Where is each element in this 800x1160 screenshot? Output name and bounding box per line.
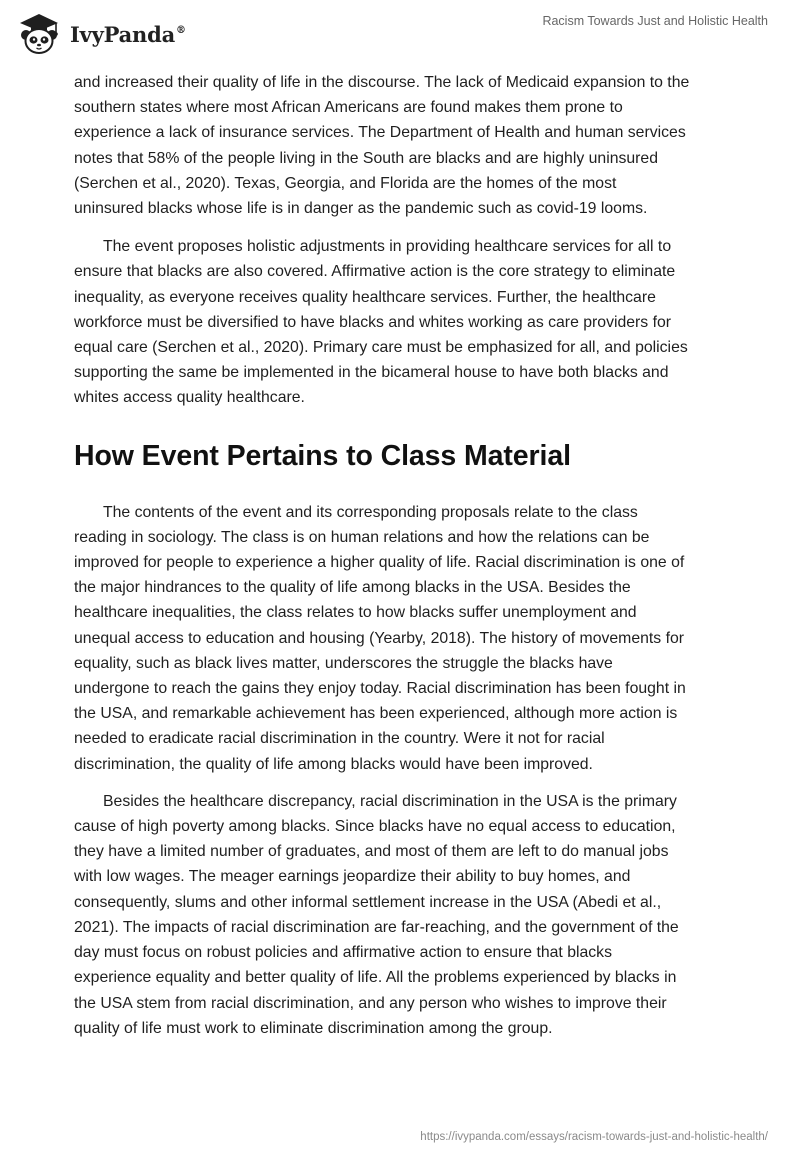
- text-line: 2021). The impacts of racial discrimination are far-reaching, and the government of the: [74, 918, 679, 936]
- essay-content: [74, 70, 734, 1041]
- panda-graduation-cap-icon: [14, 11, 64, 55]
- text-line: The event proposes holistic adjustments in providing healthcare services for all to: [103, 238, 672, 256]
- text-line: ensure that blacks are also covered. Affirmative action is the core strategy to eliminate: [74, 263, 676, 281]
- text-line: supporting the same be implemented in the bicameral house to have both blacks and: [74, 364, 669, 382]
- text-line: uninsured blacks whose life is in danger as the pandemic such as covid-19 looms.: [74, 200, 648, 218]
- text-line: the major hindrances to the quality of life among blacks in the USA. Besides the: [74, 579, 631, 597]
- text-line: improved for people to experience a higher quality of life. Racial discrimination is one of: [74, 554, 685, 572]
- text-line: whites access quality healthcare.: [74, 389, 305, 407]
- paragraph-1: [74, 70, 734, 221]
- text-line: experience equality and better quality of life. All the problems experienced by blacks in: [74, 969, 677, 987]
- text-line: undergone to reach the gains they enjoy today. Racial discrimination has been fought in: [74, 680, 686, 698]
- text-line: cause of high poverty among blacks. Since blacks have no equal access to education,: [74, 818, 676, 836]
- text-line: reading in sociology. The class is on human relations and how the relations can be: [74, 528, 650, 546]
- text-line: needed to eradicate racial discrimination in the country. Were it not for racial: [74, 730, 605, 748]
- section-heading: How Event Pertains to Class Material: [74, 439, 571, 472]
- paragraph-2: [74, 234, 734, 410]
- text-line: experience a lack of insurance services. The Department of Health and human services: [74, 124, 686, 142]
- registered-mark: ®: [176, 24, 186, 36]
- brand-logo[interactable]: [14, 10, 186, 56]
- text-line: they have a limited number of graduates, and most of them are left to do manual jobs: [74, 843, 669, 861]
- paragraph-3: [74, 500, 734, 777]
- text-line: notes that 58% of the people living in the South are blacks and are highly uninsured: [74, 149, 658, 167]
- text-line: (Serchen et al., 2020). Texas, Georgia, and Florida are the homes of the most: [74, 174, 617, 192]
- text-line: unequal access to education and housing (Yearby, 2018). The history of movements for: [74, 629, 685, 647]
- text-line: healthcare inequalities, the class relates to how blacks suffer unemployment and: [74, 604, 637, 622]
- text-line: Besides the healthcare discrepancy, racial discrimination in the USA is the primary: [103, 792, 677, 810]
- text-line: The contents of the event and its corresponding proposals relate to the class: [103, 503, 638, 521]
- text-line: the USA, and remarkable achievement has been experienced, although more action is: [74, 705, 678, 723]
- paragraph-4: [74, 789, 734, 1041]
- text-line: day must focus on robust policies and affirmative action to ensure that blacks: [74, 944, 612, 962]
- text-line: inequality, as everyone receives quality healthcare services. Further, the healthcare: [74, 288, 656, 306]
- text-line: workforce must be diversified to have blacks and whites working as care providers for: [74, 313, 672, 331]
- page-header: [0, 0, 800, 70]
- document-title: Racism Towards Just and Holistic Health: [542, 14, 768, 28]
- text-line: equal care (Serchen et al., 2020). Primary care must be emphasized for all, and policies: [74, 339, 688, 357]
- text-line: discrimination, the quality of life among blacks would have been improved.: [74, 755, 593, 773]
- text-line: southern states where most African Americans are found makes them prone to: [74, 99, 623, 117]
- text-line: with low wages. The meager earnings jeopardize their ability to buy homes, and: [74, 868, 631, 886]
- brand-name: IvyPanda®: [70, 21, 186, 47]
- footer-source-link[interactable]: https://ivypanda.com/essays/racism-towards-just-and-holistic-health/: [420, 1131, 768, 1143]
- text-line: equality, such as black lives matter, underscores the struggle the blacks have: [74, 654, 613, 672]
- text-line: consequently, slums and other informal settlement increase in the USA (Abedi et al.,: [74, 893, 662, 911]
- text-line: and increased their quality of life in the discourse. The lack of Medicaid expansion to the: [74, 74, 690, 91]
- text-line: the USA stem from racial discrimination, and any person who wishes to improve their: [74, 994, 667, 1012]
- text-line: quality of life must work to eliminate discrimination among the group.: [74, 1019, 553, 1037]
